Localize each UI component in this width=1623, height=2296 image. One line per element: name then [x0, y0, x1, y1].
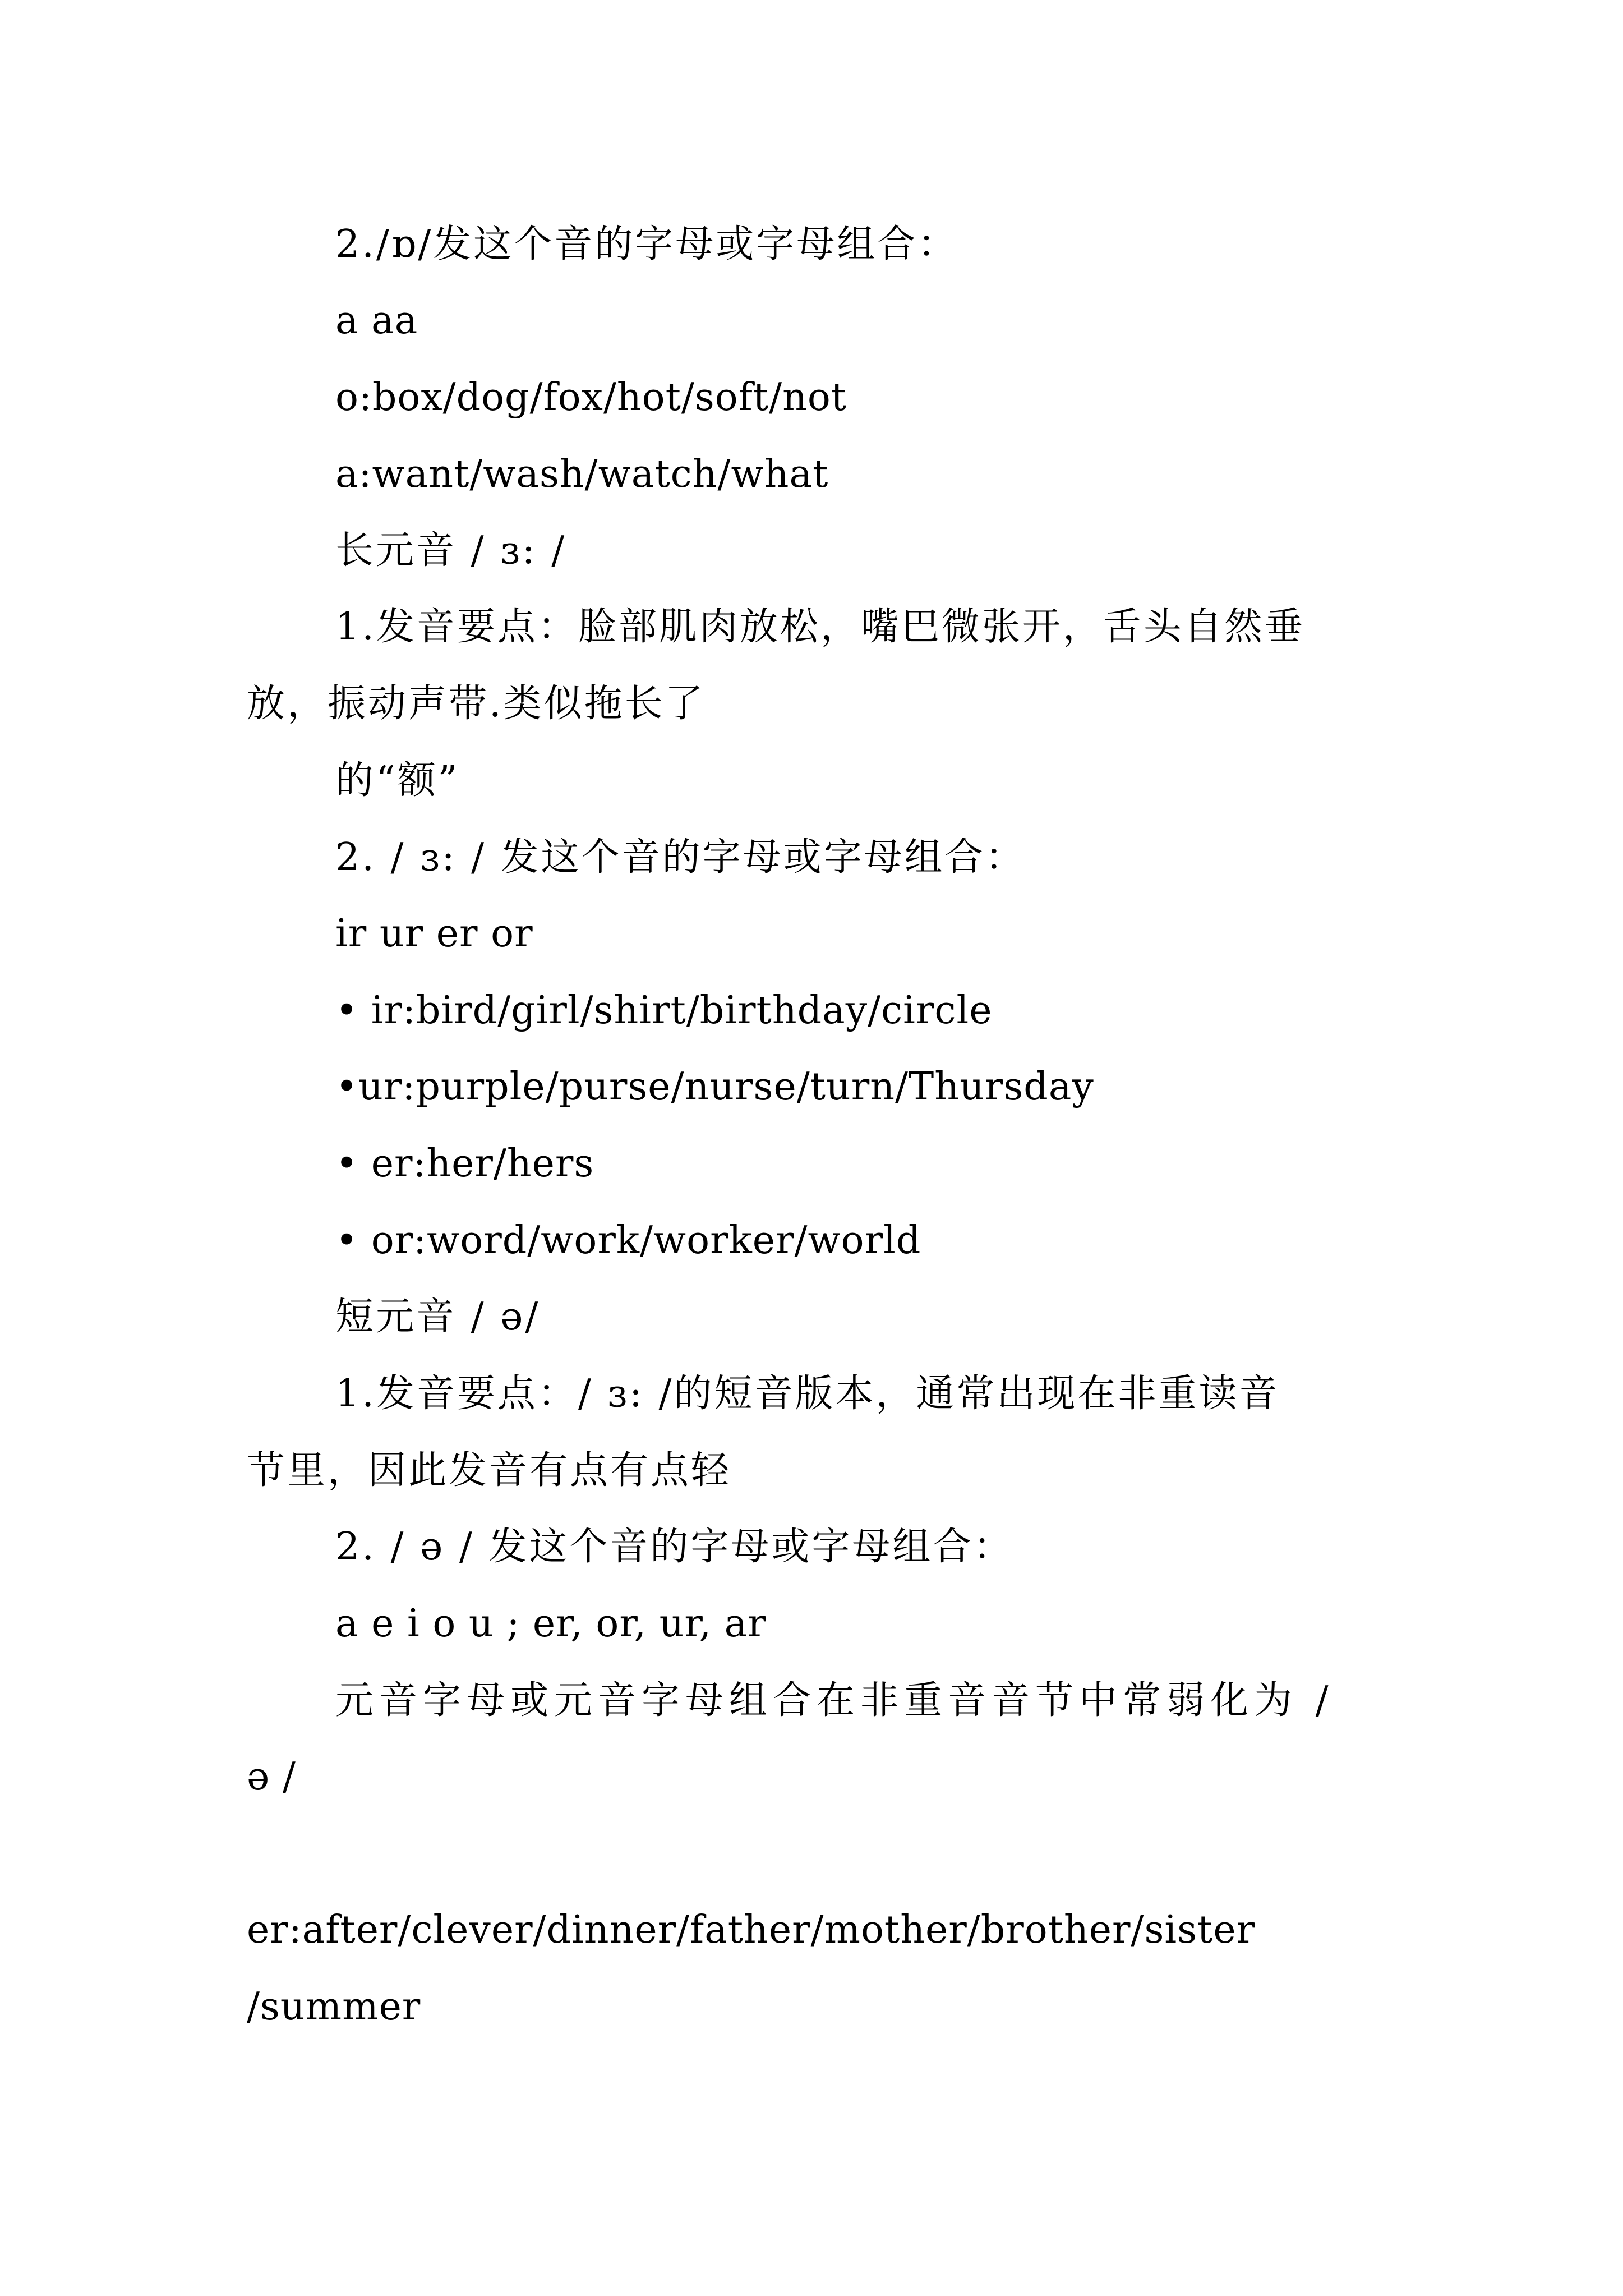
- text-line: 2. / ɜ: / 发这个音的字母或字母组合：: [335, 835, 1026, 880]
- list-item: • ir:bird/girl/shirt/birthday/circle: [335, 988, 993, 1033]
- text-line: 2. / ə / 发这个音的字母或字母组合：: [335, 1525, 1014, 1569]
- text-line: o:box/dog/fox/hot/soft/not: [335, 375, 847, 420]
- text-line: a:want/wash/watch/what: [335, 452, 829, 496]
- text-line: 1.发音要点：脸部肌肉放松，嘴巴微张开，舌头自然垂: [335, 605, 1305, 649]
- list-item: •ur:purple/purse/nurse/turn/Thursday: [335, 1065, 1094, 1109]
- text-line: 的“额”: [335, 758, 460, 803]
- text-line: a aa: [335, 298, 418, 343]
- text-line: 长元音 / ɜ: /: [335, 528, 567, 573]
- text-line: 放，振动声带.类似拖长了: [247, 682, 706, 726]
- text-line: 节里，因此发音有点有点轻: [247, 1448, 732, 1493]
- list-item: • or:word/work/worker/world: [335, 1218, 921, 1263]
- text-line: 1.发音要点：/ ɜ: /的短音版本，通常出现在非重读音: [335, 1372, 1280, 1416]
- text-line: ir ur er or: [335, 912, 533, 956]
- text-line: 2./ɒ/发这个音的字母或字母组合：: [335, 222, 958, 266]
- text-line: er:after/clever/dinner/father/mother/brother/sister: [247, 1908, 1256, 1952]
- text-line: ə /: [247, 1755, 296, 1799]
- text-line: a e i o u ; er, or, ur, ar: [335, 1602, 767, 1646]
- text-line: /summer: [247, 1985, 421, 2029]
- text-line: 元音字母或元音字母组合在非重音音节中常弱化为 /: [335, 1678, 1334, 1723]
- list-item: • er:her/hers: [335, 1142, 594, 1186]
- text-line: 短元音 / ə/: [335, 1295, 541, 1339]
